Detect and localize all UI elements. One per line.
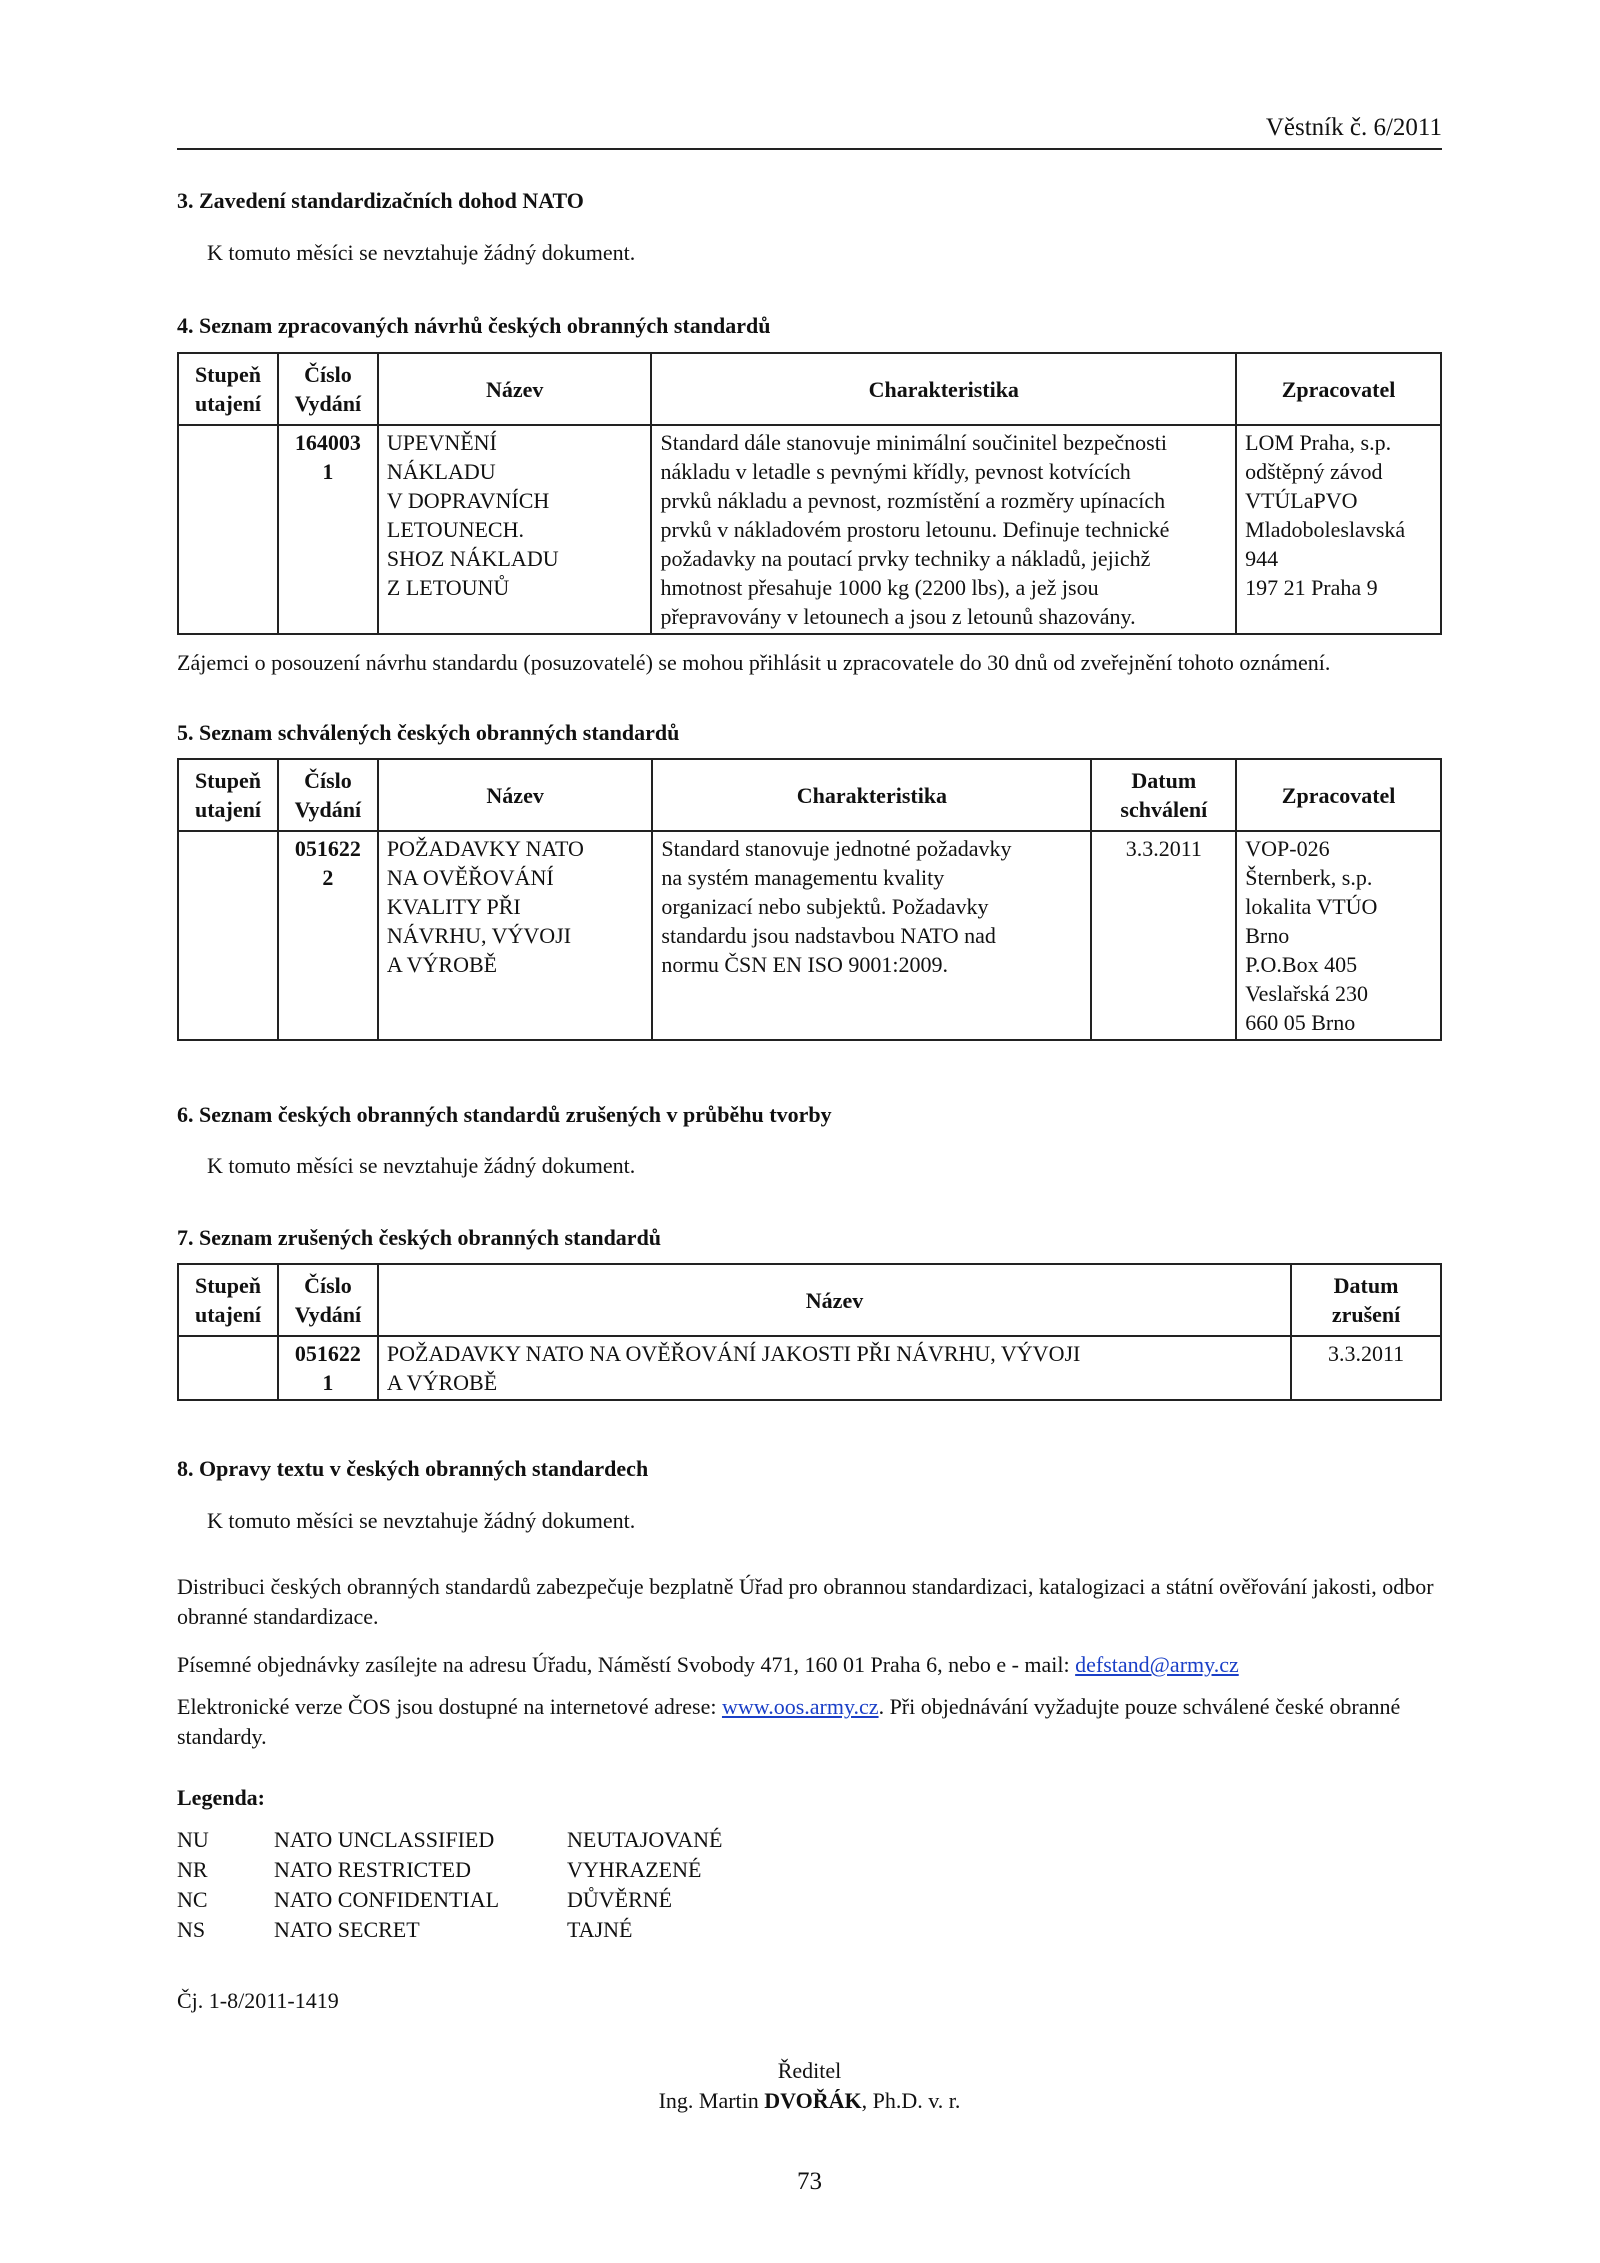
cell-zpracovatel: LOM Praha, s.p. odštěpný závod VTÚLaPVO Mladoboleslavská 944 197 21 Praha 9	[1236, 425, 1441, 634]
cell-stupen	[178, 1336, 278, 1400]
signature-surname: DVOŘÁK	[764, 2088, 862, 2113]
table-row	[178, 831, 1441, 1040]
section-8-note: K tomuto měsíci se nevztahuje žádný dokument.	[207, 1508, 636, 1533]
section-8-title: 8. Opravy textu v českých obranných standardech	[177, 1456, 649, 1481]
cancelled-table	[177, 1263, 1442, 1401]
signature-name-prefix: Ing. Martin	[658, 2088, 765, 2113]
section-4-title: 4. Seznam zpracovaných návrhů českých obranných standardů	[177, 313, 771, 338]
col-header-stupen: Stupeň utajení	[178, 759, 278, 831]
legend-code: NU	[177, 1827, 209, 1852]
col-header-datum: Datum zrušení	[1291, 1264, 1441, 1336]
table-header-row	[178, 759, 1441, 831]
cell-nazev: UPEVNĚNÍ NÁKLADU V DOPRAVNÍCH LETOUNECH. SHOZ NÁKLADU Z LETOUNŮ	[378, 425, 652, 634]
col-header-nazev: Název	[378, 759, 653, 831]
section-5-title: 5. Seznam schválených českých obranných standardů	[177, 720, 680, 745]
orders-paragraph	[177, 1650, 1442, 1680]
cell-datum: 3.3.2011	[1291, 1336, 1441, 1400]
cell-nazev: POŽADAVKY NATO NA OVĚŘOVÁNÍ KVALITY PŘI NÁVRHU, VÝVOJI A VÝROBĚ	[378, 831, 653, 1040]
col-header-cislo: Číslo Vydání	[278, 353, 378, 425]
electronic-paragraph	[177, 1692, 1442, 1752]
col-header-zpracovatel: Zpracovatel	[1236, 353, 1441, 425]
cell-datum: 3.3.2011	[1091, 831, 1236, 1040]
cell-cislo: 051622 2	[278, 831, 378, 1040]
signature-name-suffix: , Ph.D. v. r.	[861, 2088, 961, 2113]
signature-name	[177, 2086, 1442, 2116]
col-header-stupen: Stupeň utajení	[178, 1264, 278, 1336]
legend-nato: NATO CONFIDENTIAL	[274, 1887, 500, 1912]
approved-table	[177, 758, 1442, 1041]
col-header-cislo: Číslo Vydání	[278, 1264, 378, 1336]
electronic-text: Elektronické verze ČOS jsou dostupné na internetové adrese:	[177, 1694, 722, 1719]
legend-cz: TAJNÉ	[567, 1917, 633, 1942]
col-header-charakteristika: Charakteristika	[651, 353, 1236, 425]
col-header-nazev: Název	[378, 353, 652, 425]
cell-stupen	[178, 425, 278, 634]
cell-zpracovatel: VOP-026 Šternberk, s.p. lokalita VTÚO Brno P.O.Box 405 Veslařská 230 660 05 Brno	[1236, 831, 1441, 1040]
cell-cislo: 051622 1	[278, 1336, 378, 1400]
drafts-table	[177, 352, 1442, 635]
reference-number: Čj. 1-8/2011-1419	[177, 1988, 339, 2013]
distribution-paragraph: Distribuci českých obranných standardů zabezpečuje bezplatně Úřad pro obrannou standardizaci, katalogizaci a státní ověřování jakosti, odbor obranné standardizace.	[177, 1574, 1434, 1629]
legend-title: Legenda:	[177, 1785, 265, 1810]
table-header-row	[178, 1264, 1441, 1336]
col-header-datum: Datum schválení	[1091, 759, 1236, 831]
section-7-title: 7. Seznam zrušených českých obranných standardů	[177, 1225, 662, 1250]
page-header: Věstník č. 6/2011	[177, 108, 1442, 150]
cell-charakteristika: Standard dále stanovuje minimální součinitel bezpečnosti nákladu v letadle s pevnými křídly, pevnost kotvících prvků nákladu a pevnost, rozmístění a rozměry upínacích prvků v nákladovém prostoru letounu. Definuje technické požadavky na poutací prvky techniky a nákladů, jejichž hmotnost přesahuje 1000 kg (2200 lbs), a jež jsou přepravovány v letounech a jsou z letounů shazovány.	[651, 425, 1236, 634]
table-row	[178, 1336, 1441, 1400]
cell-charakteristika: Standard stanovuje jednotné požadavky na systém managementu kvality organizací nebo subjektů. Požadavky standardu jsou nadstavbou NATO nad normu ČSN EN ISO 9001:2009.	[652, 831, 1091, 1040]
legend-cz: NEUTAJOVANÉ	[567, 1827, 723, 1852]
page-number: 73	[797, 2168, 822, 2195]
website-link[interactable]: www.oos.army.cz	[721, 1694, 879, 1719]
table-row	[178, 425, 1441, 634]
table-header-row	[178, 353, 1441, 425]
section-6-title: 6. Seznam českých obranných standardů zrušených v průběhu tvorby	[177, 1102, 832, 1127]
email-link[interactable]: defstand@army.cz	[1075, 1652, 1239, 1677]
legend-code: NS	[177, 1917, 206, 1942]
legend-cz: VYHRAZENÉ	[567, 1857, 702, 1882]
signature-role: Ředitel	[777, 2058, 842, 2083]
section-3-note: K tomuto měsíci se nevztahuje žádný dokument.	[207, 240, 636, 265]
legend-nato: NATO RESTRICTED	[274, 1857, 471, 1882]
legend-code: NR	[177, 1857, 208, 1882]
legend-nato: NATO UNCLASSIFIED	[274, 1827, 495, 1852]
legend-cz: DŮVĚRNÉ	[567, 1887, 673, 1912]
legend-code: NC	[177, 1887, 208, 1912]
cell-cislo: 164003 1	[278, 425, 378, 634]
col-header-stupen: Stupeň utajení	[178, 353, 278, 425]
section-3-title: 3. Zavedení standardizačních dohod NATO	[177, 188, 584, 213]
orders-text: Písemné objednávky zasílejte na adresu Úřadu, Náměstí Svobody 471, 160 01 Praha 6, nebo e - mail:	[177, 1652, 1076, 1677]
col-header-cislo: Číslo Vydání	[278, 759, 378, 831]
col-header-zpracovatel: Zpracovatel	[1236, 759, 1441, 831]
electronic-text-rest: . Při objednávání vyžadujte pouze schválené české obranné standardy.	[177, 1694, 1401, 1749]
cell-nazev: POŽADAVKY NATO NA OVĚŘOVÁNÍ JAKOSTI PŘI NÁVRHU, VÝVOJI A VÝROBĚ	[378, 1336, 1291, 1400]
col-header-nazev: Název	[378, 1264, 1291, 1336]
col-header-charakteristika: Charakteristika	[652, 759, 1091, 831]
cell-stupen	[178, 831, 278, 1040]
legend-nato: NATO SECRET	[274, 1917, 420, 1942]
section-4-footnote: Zájemci o posouzení návrhu standardu (posuzovatelé) se mohou přihlásit u zpracovatele do 30 dnů od zveřejnění tohoto oznámení.	[177, 650, 1331, 675]
section-6-note: K tomuto měsíci se nevztahuje žádný dokument.	[207, 1153, 636, 1178]
